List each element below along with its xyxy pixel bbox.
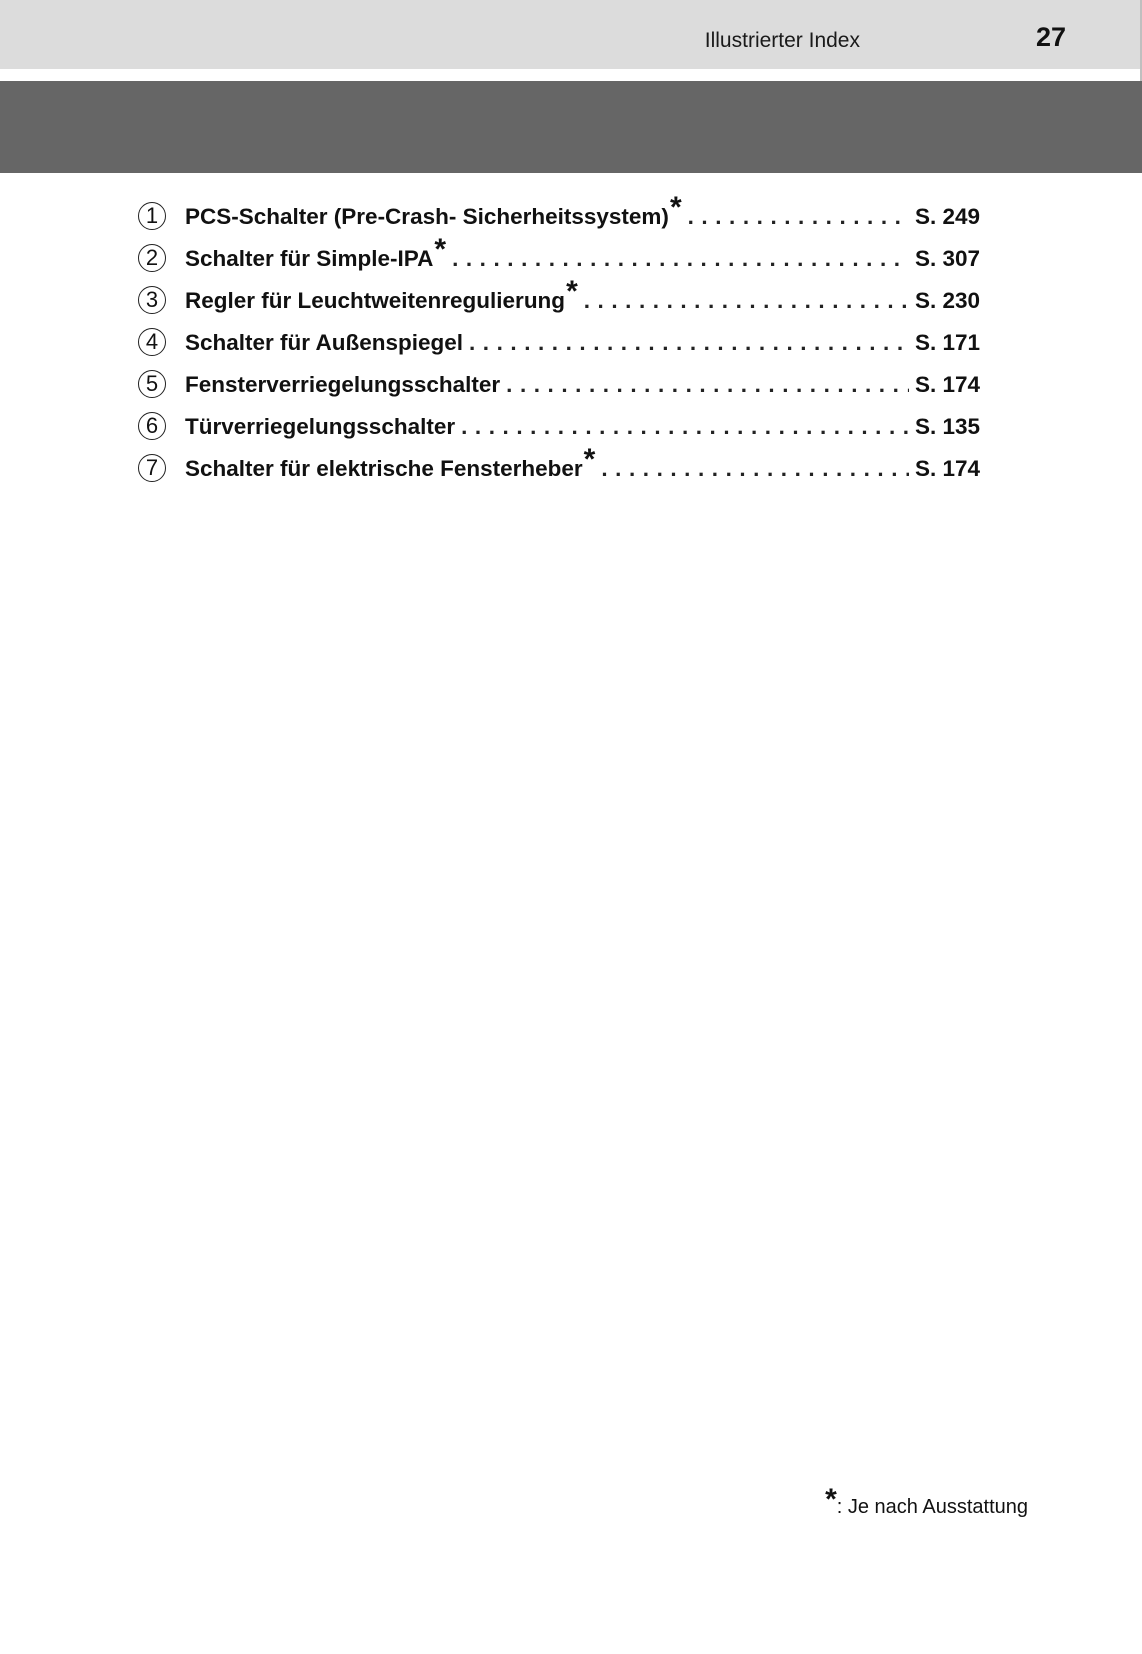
dot-leader — [469, 328, 909, 358]
page-reference-link[interactable]: S. 174 — [914, 372, 980, 397]
page-reference-link[interactable]: S. 135 — [914, 414, 980, 439]
item-number-badge: 4 — [138, 328, 166, 356]
index-item-simple-ipa-switch[interactable] — [138, 232, 980, 274]
page-reference-link[interactable]: S. 230 — [914, 288, 980, 313]
illustration-band — [0, 81, 1142, 173]
item-number-badge: 1 — [138, 202, 166, 230]
asterisk-icon: * — [583, 443, 596, 476]
dot-leader — [452, 244, 909, 274]
item-label: Türverriegelungsschalter — [185, 414, 456, 439]
asterisk-icon: * — [669, 191, 682, 224]
dot-leader — [506, 370, 909, 400]
dot-leader — [584, 286, 909, 316]
item-label: Fensterverriegelungsschalter — [185, 372, 501, 397]
item-label: Schalter für Simple-IPA* — [185, 233, 447, 271]
page-reference-link[interactable]: S. 307 — [914, 246, 980, 271]
page-header-band — [0, 0, 1142, 69]
page-number: 27 — [1035, 22, 1066, 52]
index-item-headlight-leveling-dial[interactable] — [138, 274, 980, 316]
item-number-badge: 3 — [138, 286, 166, 314]
item-number-badge: 7 — [138, 454, 166, 482]
footnote-text: : Je nach Ausstattung — [836, 1496, 1028, 1518]
index-item-mirror-switch[interactable] — [138, 316, 980, 358]
dot-leader — [461, 412, 909, 442]
index-list — [138, 190, 980, 484]
item-number-badge: 5 — [138, 370, 166, 398]
item-label: Schalter für elektrische Fensterheber* — [185, 443, 596, 481]
asterisk-icon: * — [566, 275, 578, 308]
index-item-pcs-switch[interactable] — [138, 190, 980, 232]
item-number-badge: 6 — [138, 412, 166, 440]
page-reference-link[interactable]: S. 174 — [914, 456, 980, 481]
item-number-badge: 2 — [138, 244, 166, 272]
index-item-door-lock-switch[interactable] — [138, 400, 980, 442]
footnote — [825, 1483, 1028, 1519]
dot-leader — [688, 202, 909, 232]
page-reference-link[interactable]: S. 171 — [914, 330, 980, 355]
section-title: Illustrierter Index — [704, 29, 860, 52]
asterisk-icon: * — [825, 1483, 837, 1516]
item-label: PCS-Schalter (Pre-Crash- Sicherheitssystem)* — [185, 191, 682, 229]
index-item-window-lock-switch[interactable] — [138, 358, 980, 400]
index-item-power-window-switch[interactable] — [138, 442, 980, 484]
item-label: Regler für Leuchtweitenregulierung* — [185, 275, 578, 313]
page-reference-link[interactable]: S. 249 — [914, 204, 980, 229]
dot-leader — [601, 454, 909, 484]
asterisk-icon: * — [434, 233, 447, 266]
item-label: Schalter für Außenspiegel — [185, 330, 463, 355]
